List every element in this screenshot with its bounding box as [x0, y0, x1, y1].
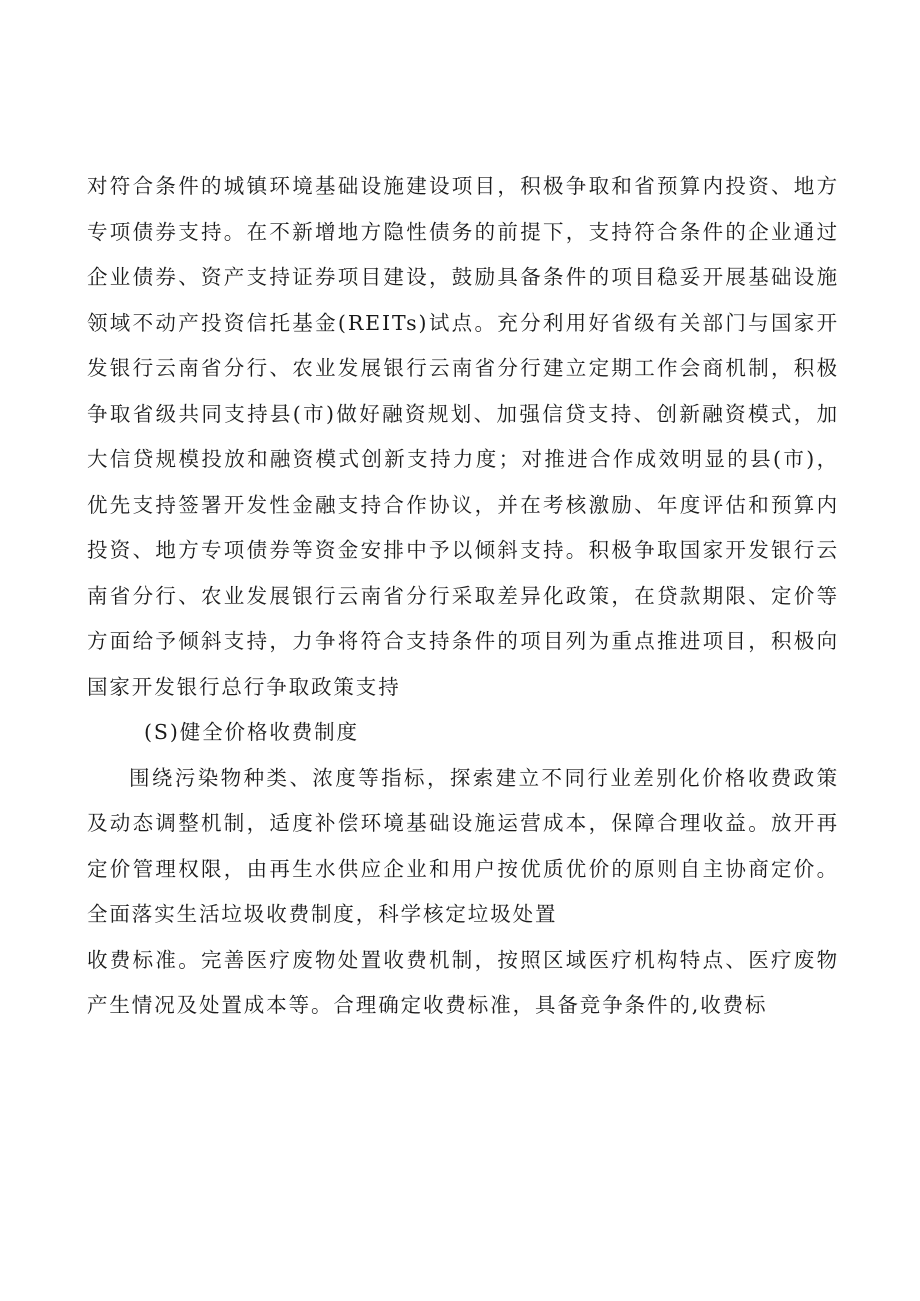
- section-heading: (S)健全价格收费制度: [144, 720, 359, 744]
- body-paragraph: 围绕污染物种类、浓度等指标，探索建立不同行业差别化价格收费政策及动态调整机制，适度补偿环境基础设施运营成本，保障合理收益。放开再定价管理权限，由再生水供应企业和用户按优质优价的原则自主协商定价。全面落实生活垃圾收费制度，科学核定垃圾处置: [87, 765, 839, 926]
- body-paragraph: 对符合条件的城镇环境基础设施建设项目，积极争取和省预算内投资、地方专项债券支持。在不新增地方隐性债务的前提下，支持符合条件的企业通过企业债券、资产支持证券项目建设，鼓励具备条件的项目稳妥开展基础设施领域不动产投资信托基金(REITs)试点。充分利用好省级有关部门与国家开发银行云南省分行、农业发展银行云南省分行建立定期工作会商机制，积极争取省级共同支持县(市)做好融资规划、加强信贷支持、创新融资模式，加大信贷规模投放和融资模式创新支持力度；对推进合作成效明显的县(市)，优先支持签署开发性金融支持合作协议，并在考核激励、年度评估和预算内投资、地方专项债券等资金安排中予以倾斜支持。积极争取国家开发银行云南省分行、农业发展银行云南省分行采取差异化政策，在贷款期限、定价等方面给予倾斜支持，力争将符合支持条件的项目列为重点推进项目，积极向国家开发银行总行争取政策支持: [87, 174, 839, 699]
- body-paragraph: 收费标准。完善医疗废物处置收费机制，按照区域医疗机构特点、医疗废物产生情况及处置成本等。合理确定收费标准，具备竞争条件的,收费标: [87, 947, 839, 1017]
- document-body: [87, 164, 839, 1029]
